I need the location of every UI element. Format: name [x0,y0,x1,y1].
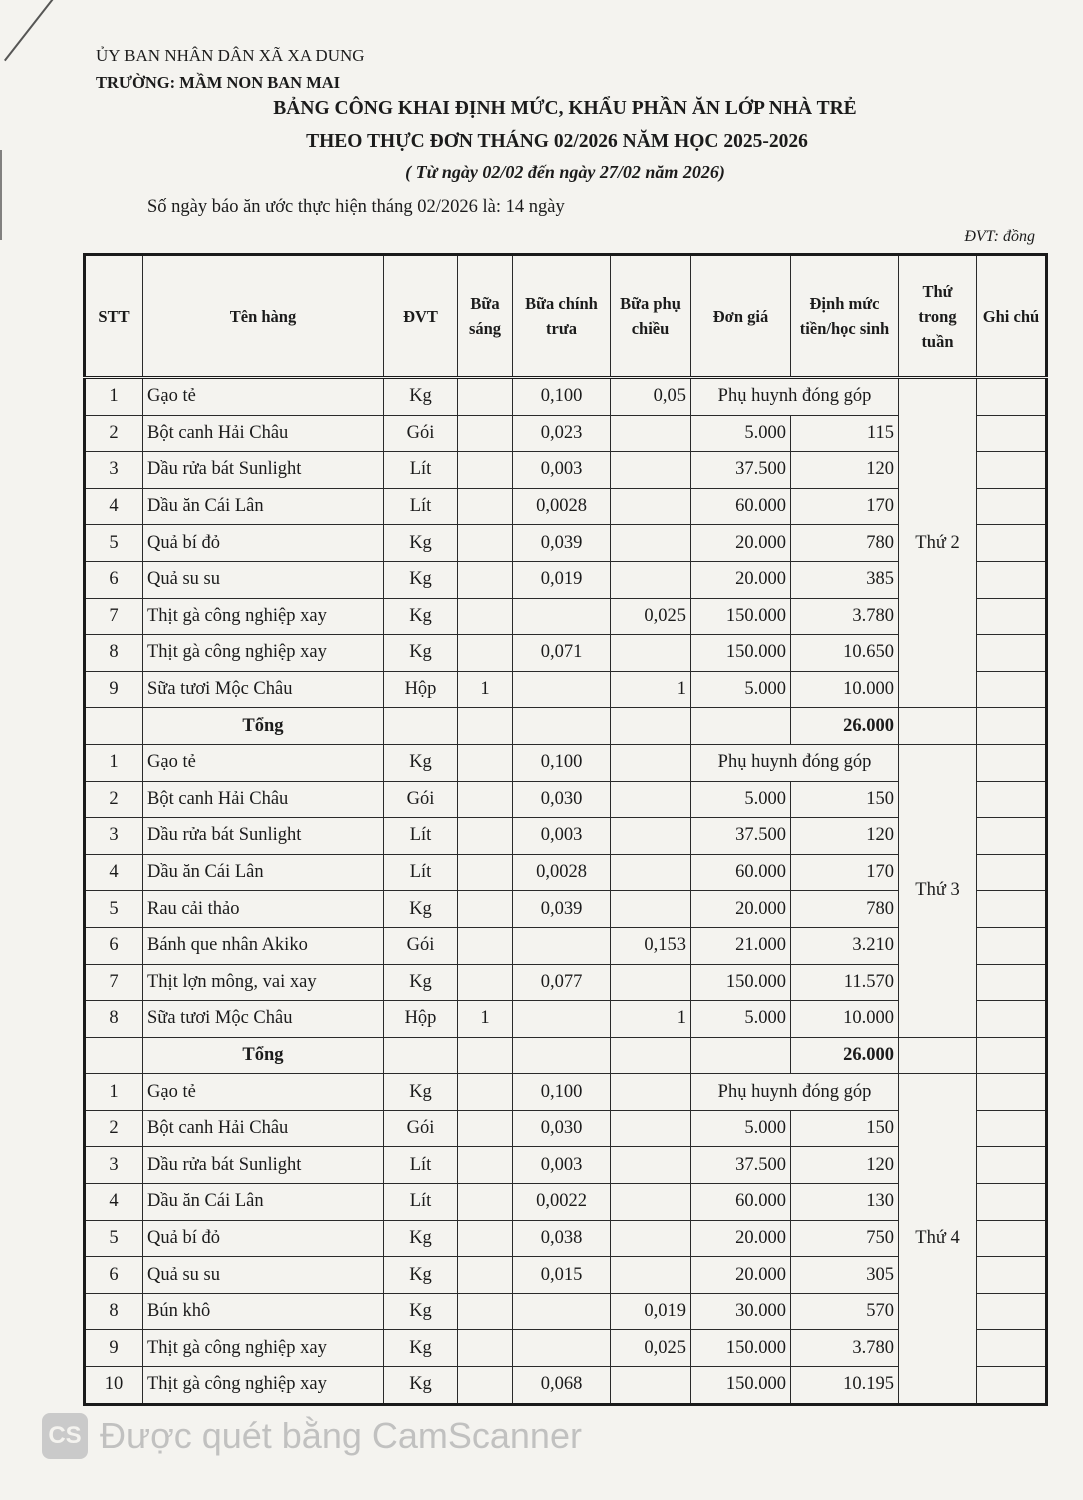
cell-breakfast: 1 [458,1001,513,1038]
cell-snack: 0,025 [611,1330,691,1367]
cell-item-name: Quả su su [143,1257,384,1294]
cell-unit: Hộp [384,1001,458,1038]
cell-unit: Kg [384,964,458,1001]
cell-norm: 10.195 [791,1367,899,1405]
cell-breakfast [458,891,513,928]
cell-stt: 9 [85,1330,143,1367]
cell-unit-price: 60.000 [691,1184,791,1221]
cell-unit-price: 5.000 [691,415,791,452]
cell-lunch [513,671,611,708]
cell-lunch: 0,030 [513,781,611,818]
cell-breakfast [458,1367,513,1405]
cell-note [977,1074,1047,1111]
cell-weekday [899,708,977,745]
cell-item-name: Rau cải thảo [143,891,384,928]
cell-snack [611,891,691,928]
cell-snack [611,561,691,598]
cell-breakfast [458,1074,513,1111]
col-norm: Định mức tiền/học sinh [791,255,899,378]
cell-stt: 8 [85,1293,143,1330]
cell-stt: 6 [85,1257,143,1294]
cell-item-name: Quả bí đỏ [143,1220,384,1257]
cell-item-name: Dầu rửa bát Sunlight [143,1147,384,1184]
cell-lunch [513,1293,611,1330]
camscanner-logo-icon: CS [42,1413,88,1459]
cell-unit: Kg [384,635,458,672]
cell-norm: 120 [791,452,899,489]
col-unit: ĐVT [384,255,458,378]
cell-lunch: 0,100 [513,744,611,781]
cell-stt: 1 [85,378,143,416]
cell-unit: Hộp [384,671,458,708]
cell-snack [611,1147,691,1184]
cell-lunch: 0,023 [513,415,611,452]
cell-snack [611,854,691,891]
cell-breakfast [458,744,513,781]
cell-stt: 5 [85,891,143,928]
cell-note [977,1110,1047,1147]
cell-note [977,1037,1047,1074]
cell-norm: 115 [791,415,899,452]
col-item-name: Tên hàng [143,255,384,378]
cell-empty [513,708,611,745]
cell-weekday: Thứ 4 [899,1074,977,1404]
cell-item-name: Bột canh Hải Châu [143,415,384,452]
cell-snack: 0,05 [611,378,691,416]
cell-unit: Lít [384,1147,458,1184]
cell-unit-price: 37.500 [691,1147,791,1184]
cell-unit-price: 20.000 [691,1257,791,1294]
cell-norm: 130 [791,1184,899,1221]
cell-unit-price: 5.000 [691,1001,791,1038]
cell-unit-price: 21.000 [691,927,791,964]
cell-stt: 3 [85,452,143,489]
cell-norm: 385 [791,561,899,598]
cell-weekday: Thứ 3 [899,744,977,1037]
cell-stt: 10 [85,1367,143,1405]
cell-norm: 150 [791,781,899,818]
issuer-org: ỦY BAN NHÂN DÂN XÃ XA DUNG [96,46,365,65]
cell-lunch: 0,015 [513,1257,611,1294]
cell-note [977,415,1047,452]
cell-unit: Lít [384,854,458,891]
cell-stt [85,708,143,745]
cell-lunch [513,1001,611,1038]
table-header-row [85,255,1047,378]
cell-note [977,671,1047,708]
cell-unit: Kg [384,1330,458,1367]
cell-note [977,891,1047,928]
cell-breakfast [458,598,513,635]
cell-breakfast [458,525,513,562]
cell-empty [513,1037,611,1074]
cell-snack [611,1367,691,1405]
cell-norm: 3.780 [791,1330,899,1367]
cell-snack [611,1110,691,1147]
cell-norm: 305 [791,1257,899,1294]
cell-note [977,1220,1047,1257]
cell-breakfast [458,1293,513,1330]
cell-lunch: 0,0028 [513,854,611,891]
cell-empty [611,708,691,745]
cell-snack [611,964,691,1001]
cell-note [977,1257,1047,1294]
cell-unit-price: 37.500 [691,452,791,489]
cell-note [977,964,1047,1001]
cell-unit: Kg [384,1257,458,1294]
cell-note [977,525,1047,562]
cell-stt: 3 [85,1147,143,1184]
cell-note [977,854,1047,891]
cell-note [977,1330,1047,1367]
cell-unit-price: 5.000 [691,671,791,708]
cell-empty [458,708,513,745]
cell-norm: 120 [791,818,899,855]
cell-note [977,744,1047,781]
cell-breakfast [458,1110,513,1147]
cell-norm: 10.650 [791,635,899,672]
camscanner-watermark [42,1413,582,1459]
cell-snack [611,525,691,562]
cell-unit: Gói [384,1110,458,1147]
cell-stt: 4 [85,488,143,525]
table-row [85,378,1047,416]
cell-item-name: Quả su su [143,561,384,598]
cell-breakfast [458,635,513,672]
cell-note [977,781,1047,818]
cell-norm: 10.000 [791,1001,899,1038]
cell-lunch: 0,077 [513,964,611,1001]
cell-item-name: Thịt gà công nghiệp xay [143,1330,384,1367]
cell-unit-price: 150.000 [691,1367,791,1405]
cell-note [977,927,1047,964]
cell-breakfast [458,818,513,855]
cell-snack: 1 [611,1001,691,1038]
cell-note [977,488,1047,525]
col-snack: Bữa phụ chiều [611,255,691,378]
cell-item-name: Thịt gà công nghiệp xay [143,635,384,672]
cell-norm: 170 [791,488,899,525]
cell-snack [611,415,691,452]
cell-item-name: Bún khô [143,1293,384,1330]
cell-snack: 0,153 [611,927,691,964]
currency-unit-note: ĐVT: đồng [964,228,1035,245]
cell-unit: Lít [384,818,458,855]
cell-lunch: 0,0022 [513,1184,611,1221]
cell-unit-price: 37.500 [691,818,791,855]
cell-unit: Lít [384,452,458,489]
cell-stt: 1 [85,744,143,781]
cell-lunch: 0,0028 [513,488,611,525]
cell-stt: 9 [85,671,143,708]
cell-parent-contribution: Phụ huynh đóng góp [691,378,899,416]
cell-breakfast [458,378,513,416]
cell-note [977,1001,1047,1038]
cell-unit: Kg [384,561,458,598]
cell-stt: 5 [85,1220,143,1257]
cell-parent-contribution: Phụ huynh đóng góp [691,744,899,781]
cell-stt: 1 [85,1074,143,1111]
cell-note [977,598,1047,635]
cell-breakfast [458,927,513,964]
cell-note [977,1147,1047,1184]
total-row [85,1037,1047,1074]
cell-breakfast [458,415,513,452]
cell-weekday: Thứ 2 [899,378,977,708]
cell-lunch [513,598,611,635]
cell-lunch: 0,100 [513,378,611,416]
cell-norm: 11.570 [791,964,899,1001]
cell-item-name: Thịt gà công nghiệp xay [143,598,384,635]
cell-breakfast [458,1147,513,1184]
cell-stt [85,1037,143,1074]
cell-lunch: 0,039 [513,891,611,928]
cell-item-name: Gạo tẻ [143,1074,384,1111]
col-note: Ghi chú [977,255,1047,378]
cell-breakfast [458,1257,513,1294]
cell-lunch [513,927,611,964]
cell-empty [691,708,791,745]
cell-breakfast [458,452,513,489]
cell-unit: Gói [384,927,458,964]
cell-norm: 570 [791,1293,899,1330]
total-label: Tổng [143,708,384,745]
cell-snack: 0,019 [611,1293,691,1330]
cell-stt: 2 [85,1110,143,1147]
cell-note [977,452,1047,489]
cell-norm: 170 [791,854,899,891]
cell-lunch: 0,003 [513,452,611,489]
total-value: 26.000 [791,708,899,745]
cell-lunch [513,1330,611,1367]
col-stt: STT [85,255,143,378]
cell-stt: 7 [85,598,143,635]
cell-lunch: 0,068 [513,1367,611,1405]
cell-breakfast: 1 [458,671,513,708]
cell-norm: 120 [791,1147,899,1184]
cell-empty [384,1037,458,1074]
cell-breakfast [458,781,513,818]
cell-stt: 8 [85,635,143,672]
cell-note [977,561,1047,598]
cell-snack: 1 [611,671,691,708]
document-title-line2: THEO THỰC ĐƠN THÁNG 02/2026 NĂM HỌC 2025-2026 [306,131,808,152]
total-label: Tổng [143,1037,384,1074]
cell-snack [611,1220,691,1257]
ration-table [83,253,1048,1406]
cell-item-name: Dầu rửa bát Sunlight [143,452,384,489]
cell-unit-price: 20.000 [691,561,791,598]
cell-breakfast [458,1330,513,1367]
cell-item-name: Sữa tươi Mộc Châu [143,1001,384,1038]
cell-unit-price: 20.000 [691,525,791,562]
cell-breakfast [458,561,513,598]
cell-lunch: 0,019 [513,561,611,598]
cell-norm: 750 [791,1220,899,1257]
cell-breakfast [458,854,513,891]
cell-norm: 3.780 [791,598,899,635]
cell-breakfast [458,964,513,1001]
table-row [85,744,1047,781]
cell-stt: 2 [85,781,143,818]
cell-empty [384,708,458,745]
cell-norm: 150 [791,1110,899,1147]
cell-unit: Kg [384,891,458,928]
cell-item-name: Bột canh Hải Châu [143,781,384,818]
col-lunch: Bữa chính trưa [513,255,611,378]
document-title-line1: BẢNG CÔNG KHAI ĐỊNH MỨC, KHẨU PHẦN ĂN LỚP NHÀ TRẺ [273,98,857,119]
cell-snack [611,488,691,525]
cell-item-name: Dầu rửa bát Sunlight [143,818,384,855]
col-breakfast: Bữa sáng [458,255,513,378]
cell-snack [611,744,691,781]
cell-stt: 8 [85,1001,143,1038]
cell-note [977,635,1047,672]
cell-unit-price: 60.000 [691,488,791,525]
cell-item-name: Quả bí đỏ [143,525,384,562]
paper-fold-mark [4,0,79,61]
cell-lunch: 0,030 [513,1110,611,1147]
cell-unit: Kg [384,598,458,635]
total-row [85,708,1047,745]
cell-breakfast [458,1184,513,1221]
cell-item-name: Thịt gà công nghiệp xay [143,1367,384,1405]
cell-item-name: Gạo tẻ [143,744,384,781]
cell-item-name: Bánh que nhân Akiko [143,927,384,964]
date-range: ( Từ ngày 02/02 đến ngày 27/02 năm 2026) [405,162,725,182]
cell-unit: Kg [384,1074,458,1111]
col-unit-price: Đơn giá [691,255,791,378]
cell-norm: 780 [791,891,899,928]
cell-unit-price: 5.000 [691,781,791,818]
cell-snack [611,635,691,672]
cell-unit-price: 150.000 [691,598,791,635]
cell-note [977,818,1047,855]
cell-stt: 4 [85,854,143,891]
cell-snack [611,1184,691,1221]
cell-empty [458,1037,513,1074]
cell-empty [611,1037,691,1074]
cell-stt: 7 [85,964,143,1001]
cell-item-name: Dầu ăn Cái Lân [143,1184,384,1221]
cell-stt: 3 [85,818,143,855]
cell-parent-contribution: Phụ huynh đóng góp [691,1074,899,1111]
cell-unit: Kg [384,1220,458,1257]
cell-snack [611,1074,691,1111]
cell-unit: Kg [384,1367,458,1405]
cell-lunch: 0,038 [513,1220,611,1257]
cell-unit: Kg [384,525,458,562]
cell-unit: Kg [384,744,458,781]
cell-stt: 6 [85,927,143,964]
cell-note [977,1367,1047,1405]
cell-lunch: 0,003 [513,1147,611,1184]
col-weekday: Thứ trong tuần [899,255,977,378]
cell-item-name: Thịt lợn mông, vai xay [143,964,384,1001]
cell-lunch: 0,071 [513,635,611,672]
table-row [85,1074,1047,1111]
cell-item-name: Bột canh Hải Châu [143,1110,384,1147]
cell-item-name: Gạo tẻ [143,378,384,416]
cell-unit-price: 150.000 [691,964,791,1001]
cell-item-name: Dầu ăn Cái Lân [143,854,384,891]
cell-note [977,1184,1047,1221]
cell-unit-price: 60.000 [691,854,791,891]
cell-norm: 780 [791,525,899,562]
cell-item-name: Sữa tươi Mộc Châu [143,671,384,708]
issuer-block [96,42,365,96]
cell-unit-price: 20.000 [691,1220,791,1257]
total-value: 26.000 [791,1037,899,1074]
cell-unit: Lít [384,488,458,525]
cell-stt: 2 [85,415,143,452]
table-body [85,378,1047,1405]
cell-stt: 4 [85,1184,143,1221]
cell-snack [611,452,691,489]
cell-unit-price: 150.000 [691,1330,791,1367]
cell-note [977,708,1047,745]
cell-lunch: 0,100 [513,1074,611,1111]
cell-unit: Kg [384,1293,458,1330]
cell-lunch: 0,039 [513,525,611,562]
cell-unit: Lít [384,1184,458,1221]
cell-stt: 5 [85,525,143,562]
cell-norm: 10.000 [791,671,899,708]
issuer-school: TRƯỜNG: MẦM NON BAN MAI [96,73,341,92]
cell-breakfast [458,488,513,525]
watermark-text: Được quét bằng CamScanner [100,1415,582,1456]
cell-snack [611,818,691,855]
cell-unit-price: 30.000 [691,1293,791,1330]
cell-empty [691,1037,791,1074]
cell-lunch: 0,003 [513,818,611,855]
cell-weekday [899,1037,977,1074]
cell-item-name: Dầu ăn Cái Lân [143,488,384,525]
cell-unit: Gói [384,415,458,452]
cell-snack [611,781,691,818]
cell-unit: Gói [384,781,458,818]
cell-breakfast [458,1220,513,1257]
cell-note [977,378,1047,416]
cell-unit-price: 20.000 [691,891,791,928]
cell-snack [611,1257,691,1294]
cell-norm: 3.210 [791,927,899,964]
cell-snack: 0,025 [611,598,691,635]
cell-unit: Kg [384,378,458,416]
cell-note [977,1293,1047,1330]
cell-unit-price: 5.000 [691,1110,791,1147]
cell-unit-price: 150.000 [691,635,791,672]
cell-stt: 6 [85,561,143,598]
meal-days-note: Số ngày báo ăn ước thực hiện tháng 02/2026 là: 14 ngày [147,197,565,217]
